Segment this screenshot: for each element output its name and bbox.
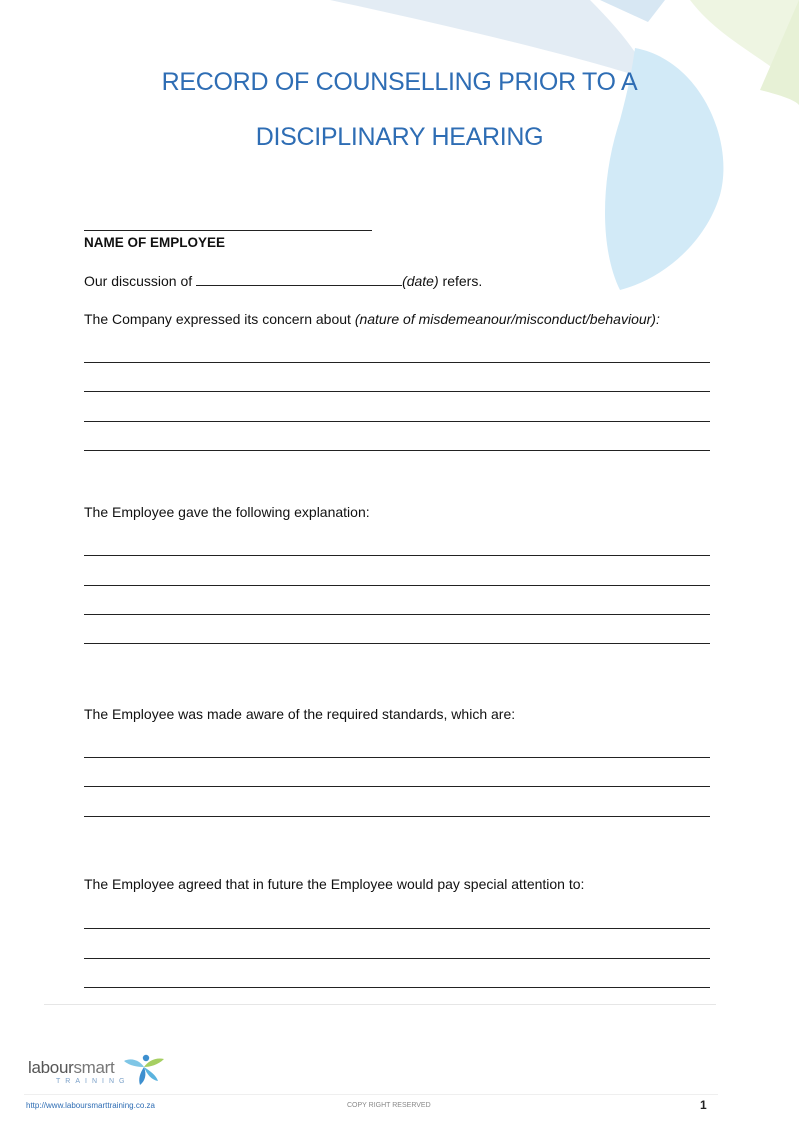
discussion-prefix: Our discussion of [84,273,197,289]
concern-text: The Company expressed its concern about [84,311,355,327]
footer-bottom-divider [24,1094,718,1095]
website-link[interactable]: http://www.laboursmarttraining.co.za [26,1101,155,1110]
explanation-line[interactable] [84,585,710,586]
document-title-line2: DISCIPLINARY HEARING [255,123,544,151]
standards-line[interactable] [84,816,710,817]
footer-divider [44,1004,716,1005]
discussion-row [84,272,482,289]
date-hint: (date) [402,273,439,289]
page-number: 1 [700,1098,707,1112]
explanation-line[interactable] [84,555,710,556]
concern-line[interactable] [84,450,710,451]
standards-line[interactable] [84,757,710,758]
document-title-line1: RECORD OF COUNSELLING PRIOR TO A [161,68,638,96]
concern-line[interactable] [84,421,710,422]
explanation-label: The Employee gave the following explanation: [84,504,370,520]
concern-line[interactable] [84,362,710,363]
laboursmart-logo [28,1050,178,1090]
future-line[interactable] [84,958,710,959]
explanation-line[interactable] [84,614,710,615]
concern-row [84,311,660,327]
concern-italic-hint: (nature of misdemeanour/misconduct/behaviour): [354,311,660,327]
explanation-line[interactable] [84,643,710,644]
concern-line[interactable] [84,391,710,392]
logo-subtitle: TRAINING [56,1078,130,1085]
copyright-notice: COPY RIGHT RESERVED [347,1102,431,1109]
future-line[interactable] [84,928,710,929]
standards-label: The Employee was made aware of the required standards, which are: [84,706,516,722]
future-line[interactable] [84,987,710,988]
discussion-suffix: refers. [438,273,483,289]
standards-line[interactable] [84,786,710,787]
logo-wordmark: laboursmart [28,1058,115,1077]
name-of-employee-label: NAME OF EMPLOYEE [84,235,226,250]
discussion-date-field[interactable] [196,272,402,286]
future-label: The Employee agreed that in future the Employee would pay special attention to: [84,876,585,892]
employee-name-line[interactable] [84,230,372,231]
